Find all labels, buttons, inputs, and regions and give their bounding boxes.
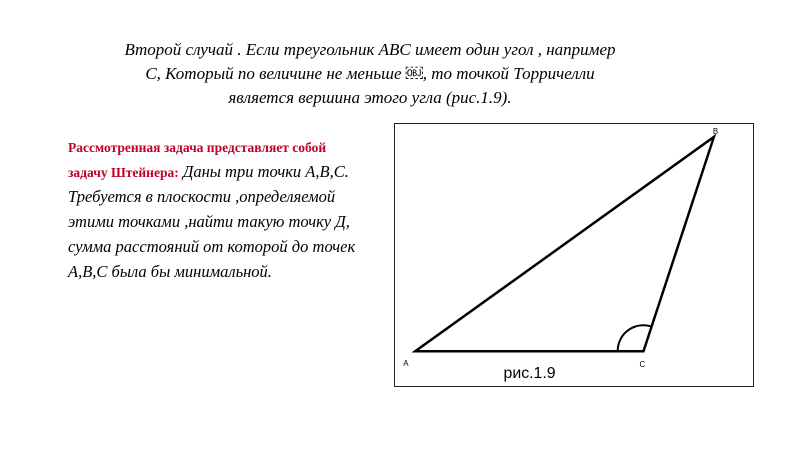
- triangle-diagram: [395, 124, 753, 386]
- figure-caption: рис.1.9: [503, 365, 556, 383]
- steiner-lead-text: Рассмотренная задача представляет собой задачу Штейнера:: [68, 140, 327, 180]
- heading-line-1: Второй случай . Если треугольник ABC имеет один угол , например: [124, 40, 616, 59]
- obtuse-angle-arc-c: [618, 325, 652, 351]
- triangle-abc: [415, 137, 714, 351]
- steiner-problem-text: [68, 136, 368, 285]
- vertex-label-a: A: [403, 359, 409, 369]
- slide-heading: [40, 38, 700, 110]
- heading-line-2: C, Который по величине не меньше ￼, то точкой Торричелли: [145, 64, 595, 83]
- steiner-statement-text: Даны три точки A,B,C. Требуется в плоскости ,определяемой этими точками ,найти такую точку Д, сумма расстояний от которой до точек А,В,С была бы минимальной.: [68, 162, 356, 281]
- heading-line-3: является вершина этого угла (рис.1.9).: [228, 88, 512, 107]
- triangle-figure: [394, 123, 754, 387]
- vertex-label-b: B: [712, 126, 719, 136]
- vertex-label-c: C: [639, 360, 646, 370]
